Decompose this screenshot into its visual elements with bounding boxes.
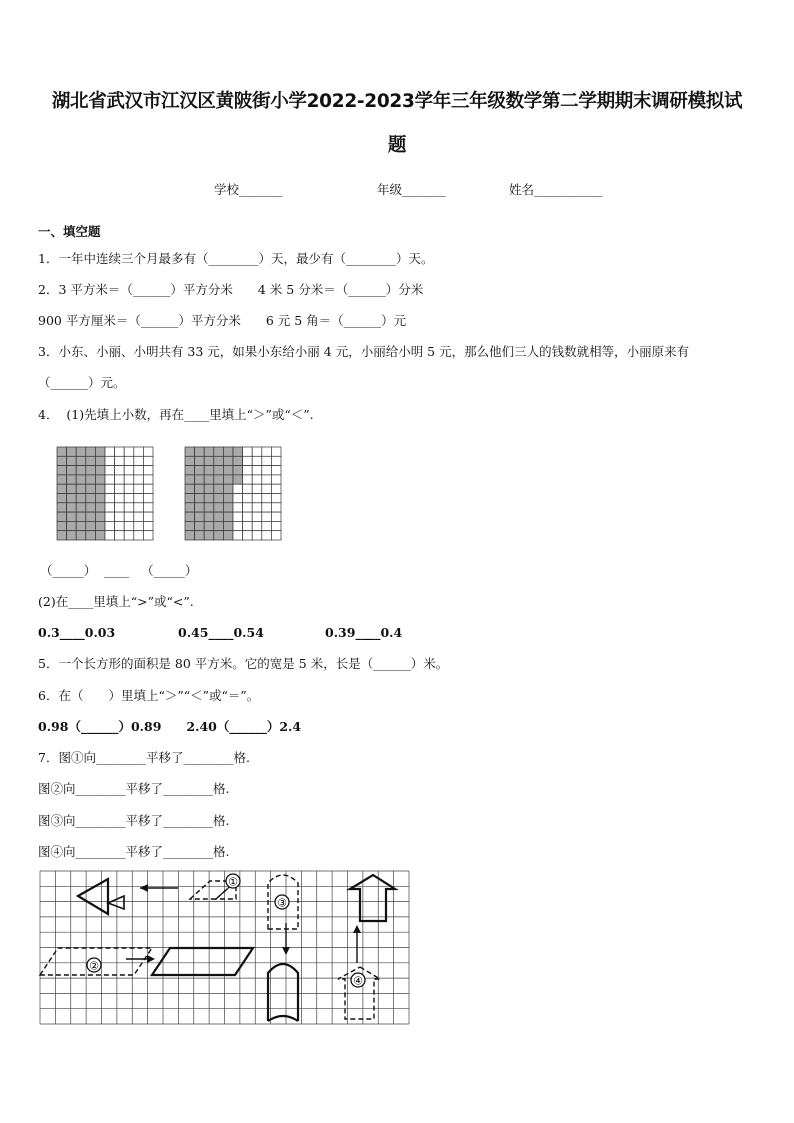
grid-cell bbox=[233, 503, 243, 512]
shaded-cell bbox=[185, 456, 195, 465]
grid-cell bbox=[124, 503, 134, 512]
question-6-intro: 6．在（ ）里填上“＞”“＜”或“＝”。 bbox=[38, 688, 260, 703]
shaded-cell bbox=[86, 512, 96, 521]
shaded-cell bbox=[76, 503, 86, 512]
grid-cell bbox=[143, 484, 153, 493]
shaded-cell bbox=[57, 503, 67, 512]
shaded-cell bbox=[204, 447, 214, 456]
shaded-cell bbox=[214, 447, 224, 456]
question-7-figure-2: 图②向________平移了________格. bbox=[38, 781, 230, 796]
shaded-cell bbox=[223, 475, 233, 484]
grid-cell bbox=[124, 475, 134, 484]
shaded-cell bbox=[195, 521, 205, 530]
question-7-figure-4: 图④向________平移了________格. bbox=[38, 844, 230, 859]
shaded-cell bbox=[67, 521, 77, 530]
grid-cell bbox=[115, 503, 125, 512]
shaded-cell bbox=[223, 447, 233, 456]
shaded-cell bbox=[223, 456, 233, 465]
grid-cell bbox=[134, 484, 144, 493]
question-3-line-2: （______）元。 bbox=[38, 375, 126, 390]
shaded-cell bbox=[95, 447, 105, 456]
grid-cell bbox=[271, 521, 281, 530]
figure-3-label: ③ bbox=[277, 896, 287, 910]
grid-cell bbox=[143, 447, 153, 456]
grid-cell bbox=[115, 494, 125, 503]
page-title bbox=[36, 80, 758, 168]
figure-3-original-base bbox=[268, 1016, 298, 1021]
shaded-cell bbox=[57, 512, 67, 521]
grid-cell bbox=[233, 512, 243, 521]
grid-cell bbox=[243, 466, 253, 475]
grid-cell bbox=[233, 531, 243, 540]
shaded-cell bbox=[67, 466, 77, 475]
shaded-cell bbox=[185, 484, 195, 493]
title-line-2: 题 bbox=[387, 135, 407, 156]
shaded-cell bbox=[185, 531, 195, 540]
shaded-cell bbox=[185, 447, 195, 456]
shaded-cell bbox=[57, 447, 67, 456]
shaded-cell bbox=[76, 531, 86, 540]
grid-cell bbox=[243, 503, 253, 512]
hundred-grid-left bbox=[57, 447, 153, 540]
grid-cell bbox=[262, 512, 272, 521]
grid-cell bbox=[124, 531, 134, 540]
grid-cell bbox=[124, 466, 134, 475]
grid-cell bbox=[271, 503, 281, 512]
shaded-cell bbox=[76, 484, 86, 493]
grid-cell bbox=[252, 531, 262, 540]
shaded-cell bbox=[204, 512, 214, 521]
grade-field[interactable]: 年级_______ bbox=[377, 182, 446, 197]
figure-1-label: ① bbox=[228, 875, 238, 889]
grid-cell bbox=[134, 512, 144, 521]
shaded-cell bbox=[195, 503, 205, 512]
grid-cell bbox=[243, 512, 253, 521]
question-4-blanks: （_____） ____ （_____） bbox=[40, 563, 198, 578]
grid-cell bbox=[271, 531, 281, 540]
grid-cell bbox=[252, 503, 262, 512]
hundred-grid-right bbox=[185, 447, 281, 540]
grid-cell bbox=[252, 466, 262, 475]
question-4-intro: 4． (1)先填上小数，再在____里填上“＞”或“＜”. bbox=[38, 407, 314, 422]
grid-cell bbox=[124, 494, 134, 503]
grid-cell bbox=[115, 456, 125, 465]
shaded-cell bbox=[76, 512, 86, 521]
shaded-cell bbox=[86, 531, 96, 540]
question-7-figure-3: 图③向________平移了________格. bbox=[38, 813, 230, 828]
grid-cell bbox=[252, 456, 262, 465]
grid-cell bbox=[105, 521, 115, 530]
shaded-cell bbox=[233, 447, 243, 456]
grid-cell bbox=[143, 512, 153, 521]
question-4-part-2: (2)在____里填上“>”或“<”. bbox=[38, 594, 194, 609]
shaded-cell bbox=[86, 494, 96, 503]
shaded-cell bbox=[204, 484, 214, 493]
figure-1-arrow-head bbox=[140, 884, 148, 892]
grid-cell bbox=[105, 447, 115, 456]
shaded-cell bbox=[86, 447, 96, 456]
shaded-cell bbox=[76, 456, 86, 465]
shaded-cell bbox=[67, 447, 77, 456]
grid-cell bbox=[271, 447, 281, 456]
grid-cell bbox=[105, 456, 115, 465]
shaded-cell bbox=[214, 512, 224, 521]
figure-1-original bbox=[78, 879, 108, 914]
grid-cell bbox=[143, 521, 153, 530]
shaded-cell bbox=[76, 466, 86, 475]
grid-cell bbox=[124, 512, 134, 521]
grid-cell bbox=[252, 494, 262, 503]
grid-cell bbox=[262, 475, 272, 484]
grid-cell bbox=[134, 466, 144, 475]
grid-cell bbox=[271, 466, 281, 475]
grid-cell bbox=[105, 484, 115, 493]
grid-cell bbox=[271, 456, 281, 465]
grid-cell bbox=[134, 456, 144, 465]
grid-cell bbox=[262, 456, 272, 465]
shaded-cell bbox=[185, 521, 195, 530]
shaded-cell bbox=[95, 521, 105, 530]
figure-4-arrow-head bbox=[353, 925, 361, 933]
grid-cell bbox=[143, 531, 153, 540]
compare-3: 0.39____0.4 bbox=[325, 625, 403, 640]
shaded-cell bbox=[233, 466, 243, 475]
shaded-cell bbox=[223, 503, 233, 512]
shaded-cell bbox=[195, 512, 205, 521]
grid-cell bbox=[252, 521, 262, 530]
figure-2-original bbox=[152, 948, 253, 975]
grid-cell bbox=[115, 521, 125, 530]
grid-cell bbox=[262, 494, 272, 503]
shaded-cell bbox=[223, 484, 233, 493]
shaded-cell bbox=[185, 503, 195, 512]
shaded-cell bbox=[95, 512, 105, 521]
shaded-cell bbox=[204, 456, 214, 465]
figure-4-label: ④ bbox=[353, 974, 363, 988]
figure-3-original bbox=[268, 964, 298, 1021]
grid-cell bbox=[233, 494, 243, 503]
grid-cell bbox=[243, 484, 253, 493]
shaded-cell bbox=[204, 475, 214, 484]
shaded-cell bbox=[214, 531, 224, 540]
shaded-cell bbox=[195, 484, 205, 493]
grid-cell bbox=[252, 475, 262, 484]
grid-cell bbox=[115, 512, 125, 521]
shaded-cell bbox=[95, 475, 105, 484]
shaded-cell bbox=[214, 456, 224, 465]
grid-cell bbox=[262, 466, 272, 475]
shaded-cell bbox=[214, 503, 224, 512]
shaded-cell bbox=[204, 494, 214, 503]
grid-cell bbox=[115, 531, 125, 540]
shaded-cell bbox=[76, 447, 86, 456]
question-2-line-1: 2．3 平方米＝（______）平方分米 4 米 5 分米＝（______）分米 bbox=[38, 282, 424, 297]
grid-cell bbox=[262, 484, 272, 493]
shaded-cell bbox=[57, 466, 67, 475]
name-field[interactable]: 姓名___________ bbox=[509, 182, 603, 197]
figure-4-original bbox=[350, 875, 395, 921]
grid-cell bbox=[105, 503, 115, 512]
shaded-cell bbox=[86, 466, 96, 475]
grid-cell bbox=[143, 494, 153, 503]
figure-2-arrow-head bbox=[147, 955, 155, 963]
shaded-cell bbox=[223, 531, 233, 540]
question-1: 1．一年中连续三个月最多有（________）天，最少有（________）天。 bbox=[38, 251, 434, 266]
shaded-cell bbox=[195, 466, 205, 475]
grid-cell bbox=[271, 494, 281, 503]
shaded-cell bbox=[95, 456, 105, 465]
grid-cell bbox=[271, 475, 281, 484]
shaded-cell bbox=[86, 503, 96, 512]
grid-cell bbox=[243, 456, 253, 465]
shaded-cell bbox=[95, 494, 105, 503]
compare-2: 0.45____0.54 bbox=[178, 625, 264, 640]
shaded-cell bbox=[233, 456, 243, 465]
grid-cell bbox=[124, 456, 134, 465]
grid-cell bbox=[134, 531, 144, 540]
shaded-cell bbox=[214, 494, 224, 503]
shaded-cell bbox=[76, 521, 86, 530]
grid-cell bbox=[124, 521, 134, 530]
question-6-items: 0.98（______）0.89 2.40（______）2.4 bbox=[38, 719, 302, 734]
grid-cell bbox=[105, 531, 115, 540]
grid-cell bbox=[262, 503, 272, 512]
grid-cell bbox=[105, 475, 115, 484]
shaded-cell bbox=[86, 521, 96, 530]
shaded-cell bbox=[86, 475, 96, 484]
question-5: 5．一个长方形的面积是 80 平方米。它的宽是 5 米，长是（______）米。 bbox=[38, 656, 449, 671]
grid-cell bbox=[124, 447, 134, 456]
shaded-cell bbox=[185, 494, 195, 503]
grid-cell bbox=[143, 475, 153, 484]
shaded-cell bbox=[76, 494, 86, 503]
shaded-cell bbox=[57, 456, 67, 465]
grid-cell bbox=[134, 447, 144, 456]
shaded-cell bbox=[95, 484, 105, 493]
grid-cell bbox=[243, 447, 253, 456]
grid-cell bbox=[124, 484, 134, 493]
shaded-cell bbox=[204, 521, 214, 530]
shaded-cell bbox=[57, 484, 67, 493]
shaded-cell bbox=[67, 531, 77, 540]
figure-2-label: ② bbox=[89, 959, 99, 973]
shaded-cell bbox=[214, 484, 224, 493]
shaded-cell bbox=[214, 521, 224, 530]
shaded-cell bbox=[233, 475, 243, 484]
grid-cell bbox=[243, 494, 253, 503]
grid-cell bbox=[134, 494, 144, 503]
compare-1: 0.3____0.03 bbox=[38, 625, 116, 640]
shaded-cell bbox=[57, 494, 67, 503]
grid-cell bbox=[252, 447, 262, 456]
shaded-cell bbox=[185, 475, 195, 484]
shaded-cell bbox=[185, 512, 195, 521]
shaded-cell bbox=[67, 494, 77, 503]
grid-cell bbox=[105, 512, 115, 521]
grid-cell bbox=[271, 512, 281, 521]
shaded-cell bbox=[214, 466, 224, 475]
shaded-cell bbox=[67, 475, 77, 484]
grid-cell bbox=[262, 531, 272, 540]
shaded-cell bbox=[95, 466, 105, 475]
shaded-cell bbox=[67, 484, 77, 493]
grid-cell bbox=[134, 503, 144, 512]
grid-cell bbox=[105, 466, 115, 475]
shaded-cell bbox=[195, 447, 205, 456]
grid-cell bbox=[243, 475, 253, 484]
grid-cell bbox=[143, 503, 153, 512]
shaded-cell bbox=[86, 484, 96, 493]
translation-grid bbox=[40, 871, 409, 1024]
section-heading: 一、填空题 bbox=[38, 224, 101, 239]
grid-cell bbox=[143, 456, 153, 465]
grid-cell bbox=[252, 512, 262, 521]
shaded-cell bbox=[204, 503, 214, 512]
question-7-figure-1: 7．图①向________平移了________格. bbox=[38, 750, 250, 765]
grid-cell bbox=[271, 484, 281, 493]
shaded-cell bbox=[57, 521, 67, 530]
shaded-cell bbox=[57, 475, 67, 484]
shaded-cell bbox=[223, 512, 233, 521]
shaded-cell bbox=[195, 494, 205, 503]
shaded-cell bbox=[204, 466, 214, 475]
shaded-cell bbox=[76, 475, 86, 484]
shaded-cell bbox=[195, 456, 205, 465]
grid-cell bbox=[115, 484, 125, 493]
grid-cell bbox=[233, 484, 243, 493]
question-2-line-2: 900 平方厘米＝（______）平方分米 6 元 5 角＝（______）元 bbox=[38, 313, 407, 328]
grid-cell bbox=[115, 447, 125, 456]
grid-cell bbox=[243, 521, 253, 530]
shaded-cell bbox=[95, 531, 105, 540]
grid-cell bbox=[115, 475, 125, 484]
shaded-cell bbox=[67, 512, 77, 521]
grid-cell bbox=[134, 475, 144, 484]
grid-cell bbox=[143, 466, 153, 475]
shaded-cell bbox=[223, 494, 233, 503]
shaded-cell bbox=[223, 466, 233, 475]
grid-cell bbox=[233, 521, 243, 530]
grid-cell bbox=[134, 521, 144, 530]
figure-1-original-small bbox=[108, 896, 124, 909]
grid-cell bbox=[252, 484, 262, 493]
shaded-cell bbox=[185, 466, 195, 475]
shaded-cell bbox=[67, 503, 77, 512]
shaded-cell bbox=[204, 531, 214, 540]
shaded-cell bbox=[195, 531, 205, 540]
shaded-cell bbox=[57, 531, 67, 540]
title-line-1: 湖北省武汉市江汉区黄陂街小学2022-2023学年三年级数学第二学期期末调研模拟试 bbox=[51, 91, 743, 112]
shaded-cell bbox=[86, 456, 96, 465]
grid-cell bbox=[105, 494, 115, 503]
shaded-cell bbox=[95, 503, 105, 512]
grid-cell bbox=[115, 466, 125, 475]
grid-cell bbox=[262, 447, 272, 456]
figure-3-arrow-head bbox=[282, 947, 290, 955]
school-field[interactable]: 学校_______ bbox=[214, 182, 283, 197]
grid-cell bbox=[243, 531, 253, 540]
shaded-cell bbox=[195, 475, 205, 484]
shaded-cell bbox=[223, 521, 233, 530]
grid-cell bbox=[262, 521, 272, 530]
shaded-cell bbox=[67, 456, 77, 465]
question-3-line-1: 3．小东、小丽、小明共有 33 元，如果小东给小丽 4 元，小丽给小明 5 元，那么他们三人的钱数就相等，小丽原来有 bbox=[38, 344, 690, 359]
shaded-cell bbox=[214, 475, 224, 484]
